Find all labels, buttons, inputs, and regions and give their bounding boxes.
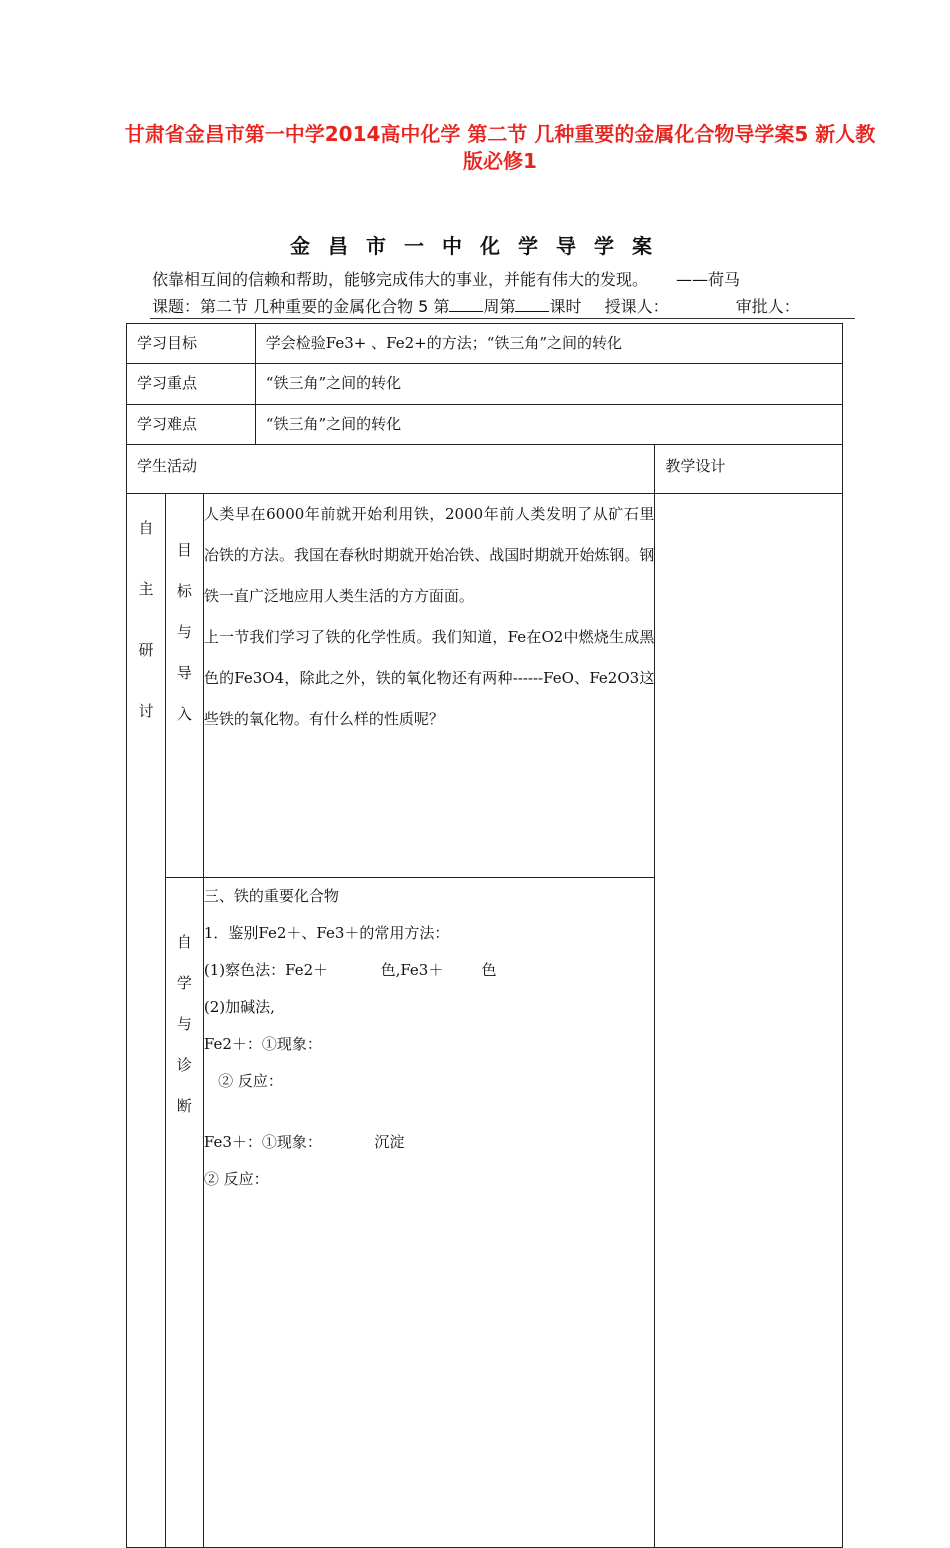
difficulty-row [127, 405, 843, 445]
document-title: 甘肃省金昌市第一中学2014高中化学 第二节 几种重要的金属化合物导学案5 新人教版必修1 [124, 122, 876, 173]
study-line-9: ② 反应： [203, 1170, 269, 1188]
week-suffix: 周第 [483, 297, 516, 316]
teacher-label: 授课人： [604, 297, 669, 316]
study-line-8: Fe3＋：①现象： 沉淀 [203, 1133, 405, 1151]
key-text: “铁三角”之间的转化 [255, 364, 842, 405]
key-label: 学习重点 [127, 364, 256, 405]
period-blank [515, 297, 549, 312]
activity-label: 学生活动 [127, 445, 655, 494]
motto-text: 依靠相互间的信赖和帮助，能够完成伟大的事业，并能有伟大的发现。 [152, 270, 649, 289]
intro-content [203, 494, 655, 878]
study-line-7 [204, 1100, 655, 1124]
design-column [655, 494, 843, 1548]
school-heading: 金昌市一中化学导学案 [290, 234, 670, 258]
outer-side-label: 自 主 研 讨 [127, 494, 166, 1548]
header-rule [150, 318, 855, 319]
study-side-label: 自 学 与 诊 断 [165, 878, 203, 1548]
study-line-2: 1．鉴别Fe2＋、Fe3＋的常用方法： [203, 924, 450, 942]
week-label: 第 [433, 297, 450, 316]
goal-row [127, 324, 843, 364]
study-content [203, 878, 655, 1548]
week-blank [449, 297, 483, 312]
intro-paragraph-1: 人类早在6000年前就开始利用铁，2000年前人类发明了从矿石里冶铁的方法。我国在春秋时期就开始冶铁、战国时期就开始炼钢。钢铁一直广泛地应用人类生活的方方面面。 [203, 505, 655, 605]
study-line-4: (2)加碱法, [203, 998, 275, 1016]
intro-side-label: 目 标 与 导 入 [165, 494, 203, 878]
study-line-3: (1)察色法：Fe2＋ 色,Fe3＋ 色 [203, 961, 497, 979]
topic-line [152, 294, 850, 317]
key-row [127, 364, 843, 405]
activity-header-row [127, 445, 843, 494]
goal-label: 学习目标 [127, 324, 256, 364]
motto-author: ——荷马 [676, 270, 741, 289]
difficulty-label: 学习难点 [127, 405, 256, 445]
goal-text: 学会检验Fe3+ 、Fe2+的方法；“铁三角”之间的转化 [255, 324, 842, 364]
study-line-5: Fe2＋：①现象： [203, 1035, 322, 1053]
topic-label: 课题：第二节 几种重要的金属化合物 5 [152, 297, 429, 316]
plan-table [126, 323, 843, 1548]
design-label: 教学设计 [655, 445, 843, 494]
difficulty-text: “铁三角”之间的转化 [255, 405, 842, 445]
approver-label: 审批人： [735, 297, 800, 316]
period-suffix: 课时 [549, 297, 582, 316]
intro-row [127, 494, 843, 878]
study-line-6: ② 反应： [203, 1072, 283, 1090]
motto-line [152, 267, 740, 290]
intro-paragraph-2: 上一节我们学习了铁的化学性质。我们知道，Fe在O2中燃烧生成黑色的Fe3O4，除此之外，铁的氧化物还有两种------FeO、Fe2O3这些铁的氧化物。有什么样的性质呢？ [203, 628, 655, 728]
study-line-1: 三、铁的重要化合物 [203, 887, 339, 905]
